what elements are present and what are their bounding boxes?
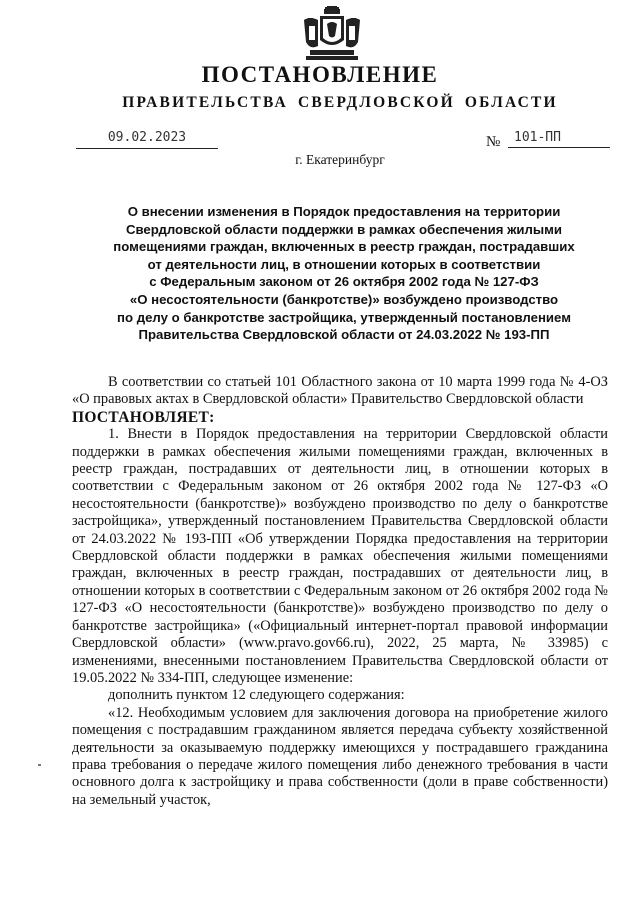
document-date: 09.02.2023: [76, 128, 218, 149]
heading-line: с Федеральным законом от 26 октября 2002 года № 127-ФЗ: [149, 274, 539, 290]
heading-line: Свердловской области поддержки в рамках обеспечения жилыми: [125, 221, 563, 237]
number-label: №: [486, 134, 501, 150]
heading-line: О внесении изменения в Порядок предоставления на территории: [127, 204, 561, 219]
document-body: [72, 374, 608, 809]
decree-word: ПОСТАНОВЛЯЕТ:: [72, 408, 215, 426]
item-12-paragraph: «12. Необходимым условием для заключения договора на приобретение жилого помещения с пострадавшим гражданином является передача субъекту хозяйственной деятельности за оказываемую поддержку имеющихся у пострадавшего гражданина права требования о передаче жилого помещения либо денежного требования в части основного долга к застройщику и права собственности (доли в праве собственности) на земельный участок,: [72, 704, 608, 808]
scan-speck: [38, 764, 41, 766]
coat-of-arms-icon: [300, 6, 364, 64]
heading-line: Правительства Свердловской области от 24.03.2022 № 193-ПП: [138, 327, 550, 343]
heading-line: «О несостоятельности (банкротстве)» возбуждено производство: [129, 291, 559, 307]
heading-line: помещениями граждан, включенных в реестр граждан, пострадавших: [113, 239, 575, 255]
city: г. Екатеринбург: [295, 152, 385, 167]
document-heading: [84, 203, 604, 344]
item-1-paragraph: 1. Внести в Порядок предоставления на территории Свердловской области поддержки в рамках обеспечения жилыми помещениями граждан, включенных в реестр граждан, пострадавших от деятельности лиц, в отношении которых в соответствии с Федеральным законом от 26 октября 2002 года № 127-ФЗ «О несостоятельности (банкротстве)» возбуждено производство по делу о банкротстве застройщика», утвержденный постановлением Правительства Свердловской области от 24.03.2022 № 193-ПП «Об утверждении Порядка предоставления на территории Свердловской области поддержки в рамках обеспечения жилыми помещениями граждан, включенных в реестр граждан, пострадавших от деятельности лиц, в отношении которых в соответствии с Федеральным законом от 26 октября 2002 года № 127-ФЗ «О несостоятельности (банкротстве)» возбуждено производство по делу о банкротстве застройщика» («Официальный интернет-портал правовой информации Свердловской области» (www.pravo.gov66.ru), 2022, 25 марта, № 33985) с изменениями, внесенными постановлением Правительства Свердловской области от 19.05.2022 № 334-ПП, следующее изменение:: [72, 426, 608, 686]
heading-line: по делу о банкротстве застройщика, утвержденный постановлением: [117, 309, 571, 325]
document-number: 101-ПП: [508, 128, 610, 148]
issuer-subtitle: ПРАВИТЕЛЬСТВА СВЕРДЛОВСКОЙ ОБЛАСТИ: [122, 94, 558, 111]
item-1-sub-paragraph: дополнить пунктом 12 следующего содержания:: [108, 687, 405, 704]
intro-paragraph: В соответствии со статьей 101 Областного закона от 10 марта 1999 года № 4-ОЗ «О правовых актах в Свердловской области» Правительство Свердловской области: [72, 374, 608, 408]
heading-line: от деятельности лиц, в отношении которых в соответствии: [147, 256, 541, 272]
page-title: ПОСТАНОВЛЕНИЕ: [201, 62, 439, 87]
